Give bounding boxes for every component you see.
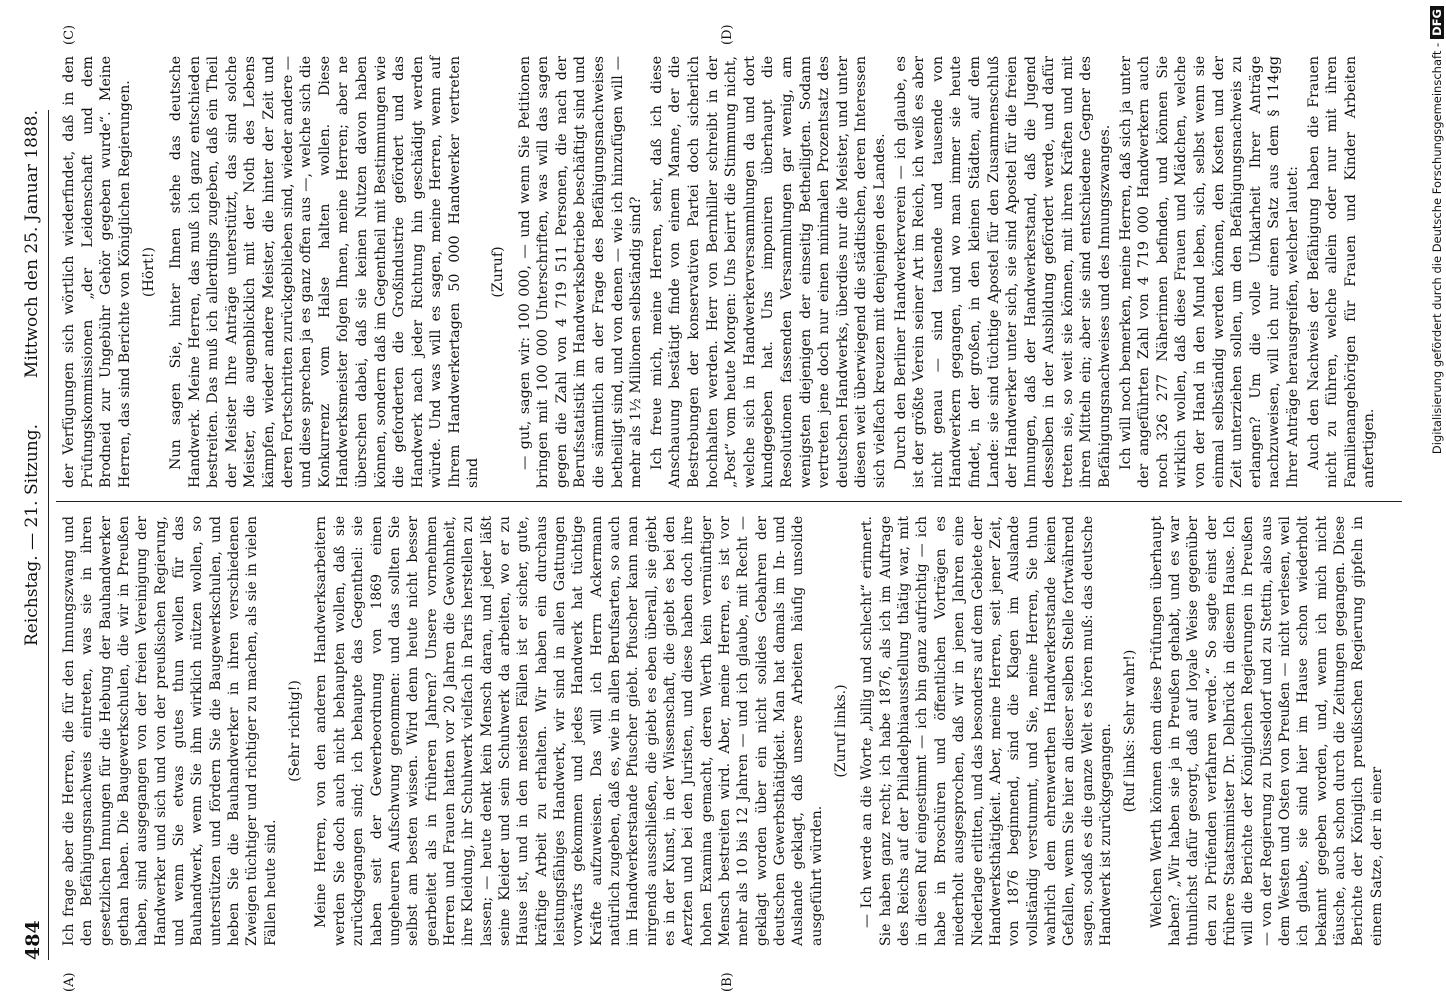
interjection: (Hört!) [141, 246, 158, 298]
paragraph: Ich will noch bemerken, meine Herren, daß sich ja unter der angeführten Zahl von 4 719 000 Handwerkern auch noch 326 277 Näherinnen befinden, und können Sie wirklich wollen, daß diese Frauen und Mädchen, welche von der Hand in den Mund leben, sich, selbst wenn sie einmal selbständig werden können, den Kosten und der Zeit unterziehen sollen, um den Befähigungsnachweis zu erlangen? Um die volle Unklarheit Ihrer Anträge nachzuweisen, will ich nur einen Satz aus dem § 114gg Ihrer Anträge herausgreifen, welcher lautet: [1117, 56, 1301, 488]
margin-marker-b: (B) [720, 972, 735, 992]
paragraph: Nun sagen Sie, hinter Ihnen stehe das deutsche Handwerk. Meine Herren, das muß ich ganz entschieden bestreiten. Das muß ich allerdings zugeben, daß ein Theil der Meister Ihre Anträge unterstützt, das sind solche Meister, die augenblicklich mit der Noth des Lebens kämpfen, wieder andere Meister, die hinter der Zeit und deren Fortschritten zurückgeblieben sind, wieder andere — und diese sprechen ja es ganz offen aus —, welche sich die Konkurrenz vom Halse halten wollen. Diese Handwerksmeister folgen Ihnen, meine Herren; aber ne überschen dabei, daß sie keinen Nutzen davon haben können, sondern daß im Gegentheil mit Bestimmungen wie die geforderten die Großindustrie gefördert und das Handwerk nach jeder Richtung hin geschädigt werden würde. Und was will es sagen, meine Herren, wenn auf Ihrem Handwerkertagen 50 000 Handwerker vertreten sind [167, 56, 482, 488]
interjection: (Ruf links: Sehr wahr!) [1122, 649, 1139, 813]
page-number: 484 [22, 920, 44, 960]
paragraph: Meine Herren, von den anderen Handwerksarbeitern werden Sie doch auch nicht behaupten wollen, daß sie zurückgegangen sind; ich behaupte das Gegentheil: sie haben seit der Gewerbeordnung von 1869 einen ungeheuren Aufschwung genommen: und das sollten Sie selbst am besten wissen. Wird denn heute nicht besser gearbeitet als in früheren Jahren? Unsere vornehmen Herren und Frauen hatten vor 20 Jahren die Gewohnheit, ihre Kleidung, ihr Schuhwerk vielfach in Paris herstellen zu lassen; — heute denkt kein Mensch daran, und jeder läßt seine Kleider und sein Schuhwerk da arbeiten, wo er zu Hause ist, und in den meisten Fällen ist er sicher, gute, kräftige Arbeit zu erhalten. Wir haben ein durchaus leistungsfähiges Handwerk, wir sind in allen Gattungen vorwärts gekommen und jedes Handwerk hat tüchtige Kräfte aufzuweisen. Das will ich Herrn Ackermann natürlich zugeben, daß es, wie in allen Berufsarten, so auch im Handwerkerstande Pfuscher giebt. Pfuscher kann man nirgends ausschließen, die giebt es eben überall, sie giebt es in der Kunst, in der Wissenschaft, die giebt es bei den Aerzten und bei den Juristen, und diese haben doch ihre hohen Examina gemacht, deren Werth kein vernünftiger Mensch bestreiten wird. Aber, meine Herren, es ist vor mehr als 10 bis 12 Jahren — und ich glaube, mit Recht — geklagt worden über ein nicht solides Gebahren der deutschen Gewerbsthätigkeit. Man hat damals im In- und Auslande geklagt, daß unsere Arbeiten häufig unsolide ausgeführt würden. [313, 516, 825, 946]
column-divider [56, 501, 1402, 502]
paragraph: Welchen Werth können denn diese Prüfungen überhaupt haben? „Wir haben sie ja in Preußen gehabt, und es war thunlichst dafür gesorgt, daß auf loyale Weise gegenüber den zu Prüfenden verfahren werde.“ So sagte einst der frühere Staatsminister Dr. Delbrück in diesem Hause. Ich will die Berichte der Königlichen Regierungen in Preußen — von der Regierung zu Düsseldorf und zu Stettin, also aus dem Westen und Osten von Preußen — nicht verlesen, weil ich glaube, sie sind hier im Hause schon wiederholt bekannt gegeben worden, und, wenn ich mich nicht täusche, auch schon durch die Zeitungen gegangen. Diese Berichte der Königlich preußischen Regierung gipfeln in einem Satze, der in einer [1148, 516, 1385, 946]
credit-text: Digitalisierung gefördert durch die Deutsche Forschungsgemeinschaft - [1430, 42, 1444, 455]
margin-marker-c: (C) [62, 24, 77, 45]
right-column [60, 56, 1381, 488]
interjection: (Sehr richtig!) [287, 680, 304, 782]
paragraph: Auch den Nachweis der Befähigung haben die Frauen nicht zu führen, welche allein oder nur mit ihren Familienangehörigen für Frauen und Kinder Arbeiten anfertigen. [1305, 56, 1378, 488]
paragraph: Durch den Berliner Handwerkerverein — ich glaube, es ist der größte Verein seiner Art im Reich, ich weiß es aber nicht genau — sind tausende und tausende von Handwerkern gegangen, und wo man immer sie heute findet, in der großen, in den kleinen Städten, auf dem Lande: sie sind tüchtige Apostel für den Zusammenschluß der Handwerker unter sich, sie sind Apostel für die freien Innungen, daß der Handwerkerstand, daß die Jugend desselben in der Ausbildung gefördert werde, und dafür treten sie, so weit sie können, mit ihren Kräften und mit ihren Mitteln ein; aber sie sind entschiedene Gegner des Befähigungsnachweises und des Innungszwanges. [892, 56, 1114, 488]
margin-marker-a: (A) [62, 972, 77, 992]
dfg-badge: DFG [1430, 6, 1444, 39]
paragraph: der Verfügungen sich wörtlich wiederfindet, daß in den Prüfungskommissionen „der Leidenschaft und dem Brodneid zur Ungebühr Gehör gegeben wurde“. Meine Herren, das sind Berichte von Königlichen Regierungen. [61, 56, 133, 488]
interjection: (Zuruf) [490, 246, 507, 298]
margin-marker-d: (D) [720, 24, 735, 45]
page-header [18, 110, 49, 960]
paragraph: Ich frage aber die Herren, die für den Innungszwang und den Befähigungsnachweis eintreten, was sie in ihren gesetzlichen Innungen für die Hebung der Bauhandwerker gethan haben. Die Baugewerkschulen, die wir in Preußen haben, sind ausgegangen von der freien Vereinigung der Handwerker und sich und von der preußischen Regierung, und wenn Sie etwas gutes thun wollen für das Bauhandwerk, wenn Sie ihm wirklich nützen wollen, so unterstützen und fördern Sie die Baugewerkschulen, und heben Sie die Bauhandwerker in ihren verschiedenen Zweigen tüchtiger und richtiger zu machen, als sie in vielen Fällen heute sind. [61, 516, 279, 946]
paragraph: — Ich werde an die Worte „billig und schlecht“ erinnert. Sie haben ganz recht; ich habe 1876, als ich im Auftrage des Reichs auf der Philadelphiaausstellung thätig war, mit in diesen Ruf eingestimmt — ich bin ganz aufrichtig — ich habe in Broschüren und öffentlichen Vorträgen es niederholt ausgesprochen, daß wir in jenen Jahren eine Niederlage erlitten, und das besonders auf dem Gebiete der Handwerksthätigkeit. Aber, meine Herren, seit jener Zeit, von 1876 beginnend, sind die Klagen im Auslande vollständig verstummt, und Sie, meine Herren, Sie thun wahrlich dem ehrenwerthen Handwerkerstande keinen Gefallen, wenn Sie hier an dieser selben Stelle fortwährend sagen, sodaß es die ganze Welt es hören muß: das deutsche Handwerk ist zurückgegangen. [859, 516, 1114, 946]
page-date: Mittwoch den 25. Januar 1888. [22, 110, 42, 379]
left-column [60, 516, 1388, 946]
interjection: (Zuruf links.) [833, 684, 850, 778]
paragraph: — gut, sagen wir: 100 000, — und wenn Sie Petitionen bringen mit 100 000 Unterschriften, was will das sagen gegen die Zahl von 4 719 511 Personen, die nach der Berufsstatistik im Handwerksbetriebe beschäftigt sind und die sämmtlich an der Frage des Befähigungsnachweises betheiligt sind, und von denen — wie ich hinzufügen will — mehr als 1½ Millionen selbständig sind? [516, 56, 645, 488]
page-title: Reichstag. — 21. Sitzung. [22, 423, 42, 647]
paragraph: Ich freue mich, meine Herren, sehr, daß ich diese Anschauung bestätigt finde von einem Manne, der die Bestrebungen der konservativen Partei doch sicherlich hochhalten werden. Herr von Bernhiller schreibt in der „Post“ vom heute Morgen: Uns beirrt die Stimmung nicht, welche sich in Handwerkerversammlungen da und dort kundgegeben hat. Uns imponiren überhaupt die Resolutionen fassenden Versammlungen gar wenig, am wenigsten diejenigen der einseitig Betheiligten. Sodann vertreten jene doch nur einen minimalen Prozentsatz des deutschen Handwerks, überdies nur die Meister, und unter diesen weit überwiegend die städtischen, deren Interessen sich vielfach kreuzen mit denjenigen des Landes. [648, 56, 888, 488]
digitization-credit [1410, 6, 1444, 994]
